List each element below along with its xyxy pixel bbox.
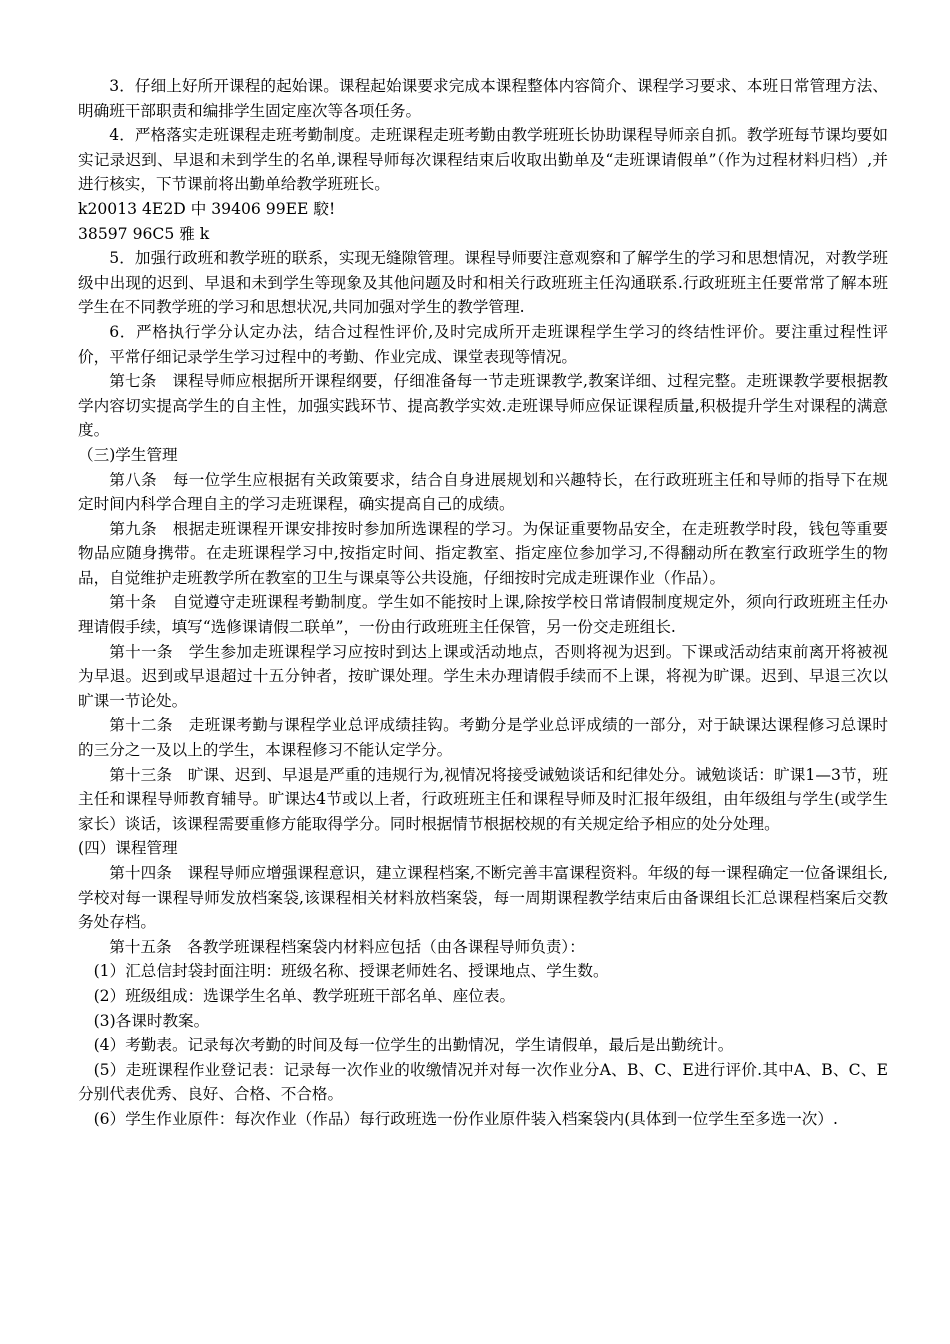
article-12: 第十二条 走班课考勤与课程学业总评成绩挂钩。考勤分是学业总评成绩的一部分，对于缺课达课程修习总课时的三分之一及以上的学生，本课程修习不能认定学分。	[78, 716, 888, 760]
list-item-6: (6）学生作业原件：每次作业（作品）每行政班选一份作业原件装入档案袋内(具体到一位学生至多选一次）.	[93, 1109, 838, 1128]
list-item-2: (2）班级组成：选课学生名单、教学班班干部名单、座位表。	[93, 986, 516, 1005]
section-heading-student-management: （三)学生管理	[78, 445, 178, 464]
paragraph-item-3: 3．仔细上好所开课程的起始课。课程起始课要求完成本课程整体内容简介、课程学习要求、本班日常管理方法、明确班干部职责和编排学生固定座次等各项任务。	[78, 77, 888, 120]
article-9: 第九条 根据走班课程开课安排按时参加所选课程的学习。为保证重要物品安全，在走班教学时段，钱包等重要物品应随身携带。在走班课程学习中,按指定时间、指定教室、指定座位参加学习,不得翻动所在教室行政班学生的物品，自觉维护走班教学所在教室的卫生与课桌等公共设施，仔细按时完成走班课作业（作品）。	[78, 519, 888, 587]
article-8: 第八条 每一位学生应根据有关政策要求，结合自身进展规划和兴趣特长，在行政班班主任和导师的指导下在规定时间内科学合理自主的学习走班课程，确实提高自己的成绩。	[78, 470, 888, 514]
article-7: 第七条 课程导师应根据所开课程纲要，仔细准备每一节走班课教学,教案详细、过程完整。走班课教学要根据教学内容切实提高学生的自主性，加强实践环节、提高教学实效.走班课导师应保证课程质量,积极提升学生对课程的满意度。	[78, 372, 888, 440]
paragraph-item-6: 6．严格执行学分认定办法，结合过程性评价,及时完成所开走班课程学生学习的终结性评价。要注重过程性评价，平常仔细记录学生学习过程中的考勤、作业完成、课堂表现等情况。	[78, 322, 888, 366]
list-item-5: (5）走班课程作业登记表：记录每一次作业的收缴情况并对每一次作业分A、B、C、E进行评价.其中A、B、C、E分别代表优秀、良好、合格、不合格。	[78, 1060, 888, 1104]
paragraph-item-5: 5．加强行政班和教学班的联系，实现无缝隙管理。课程导师要注意观察和了解学生的学习和思想情况，对教学班级中出现的迟到、早退和未到学生等现象及其他问题及时和相关行政班班主任沟通联系.行政班班主任要常常了解本班学生在不同教学班的学习和思想状况,共同加强对学生的教学管理.	[78, 249, 888, 317]
article-10: 第十条 自觉遵守走班课程考勤制度。学生如不能按时上课,除按学校日常请假制度规定外，须向行政班班主任办理请假手续，填写“选修课请假二联单”，一份由行政班班主任保管，另一份交走班组长.	[78, 593, 888, 637]
encoding-artifact-line-2: 38597 96C5 雅 k	[78, 224, 210, 243]
list-item-1: (1）汇总信封袋封面注明：班级名称、授课老师姓名、授课地点、学生数。	[93, 962, 609, 981]
article-15: 第十五条 各教学班课程档案袋内材料应包括（由各课程导师负责）：	[109, 937, 585, 956]
article-13: 第十三条 旷课、迟到、早退是严重的违规行为,视情况将接受诫勉谈话和纪律处分。诫勉谈话：旷课1—3节，班主任和课程导师教育辅导。旷课达4节或以上者，行政班班主任和课程导师及时汇报年级组，由年级组与学生(或学生家长）谈话，该课程需要重修方能取得学分。同时根据情节根据校规的有关规定给予相应的处分处理。	[78, 765, 888, 833]
document-page	[78, 74, 888, 1132]
list-item-4: (4）考勤表。记录每次考勤的时间及每一位学生的出勤情况，学生请假单，最后是出勤统计。	[93, 1036, 734, 1055]
paragraph-item-4: 4．严格落实走班课程走班考勤制度。走班课程走班考勤由教学班班长协助课程导师亲自抓。教学班每节课均要如实记录迟到、早退和未到学生的名单,课程导师每次课程结束后收取出勤单及“走班课请假单”（作为过程材料归档）,并进行核实，下节课前将出勤单给教学班班长。	[78, 126, 888, 194]
section-heading-course-management: (四）课程管理	[78, 839, 178, 858]
list-item-3: (3)各课时教案。	[93, 1011, 210, 1030]
encoding-artifact-line-1: k20013 4E2D 中 39406 99EE 駮!	[78, 199, 336, 218]
article-11: 第十一条 学生参加走班课程学习应按时到达上课或活动地点，否则将视为迟到。下课或活动结束前离开将被视为早退。迟到或早退超过十五分钟者，按旷课处理。学生未办理请假手续而不上课，将视为旷课。迟到、早退三次以旷课一节论处。	[78, 642, 888, 710]
article-14: 第十四条 课程导师应增强课程意识，建立课程档案,不断完善丰富课程资料。年级的每一课程确定一位备课组长,学校对每一课程导师发放档案袋,该课程相关材料放档案袋，每一周期课程教学结束后由备课组长汇总课程档案后交教务处存档。	[78, 864, 888, 932]
